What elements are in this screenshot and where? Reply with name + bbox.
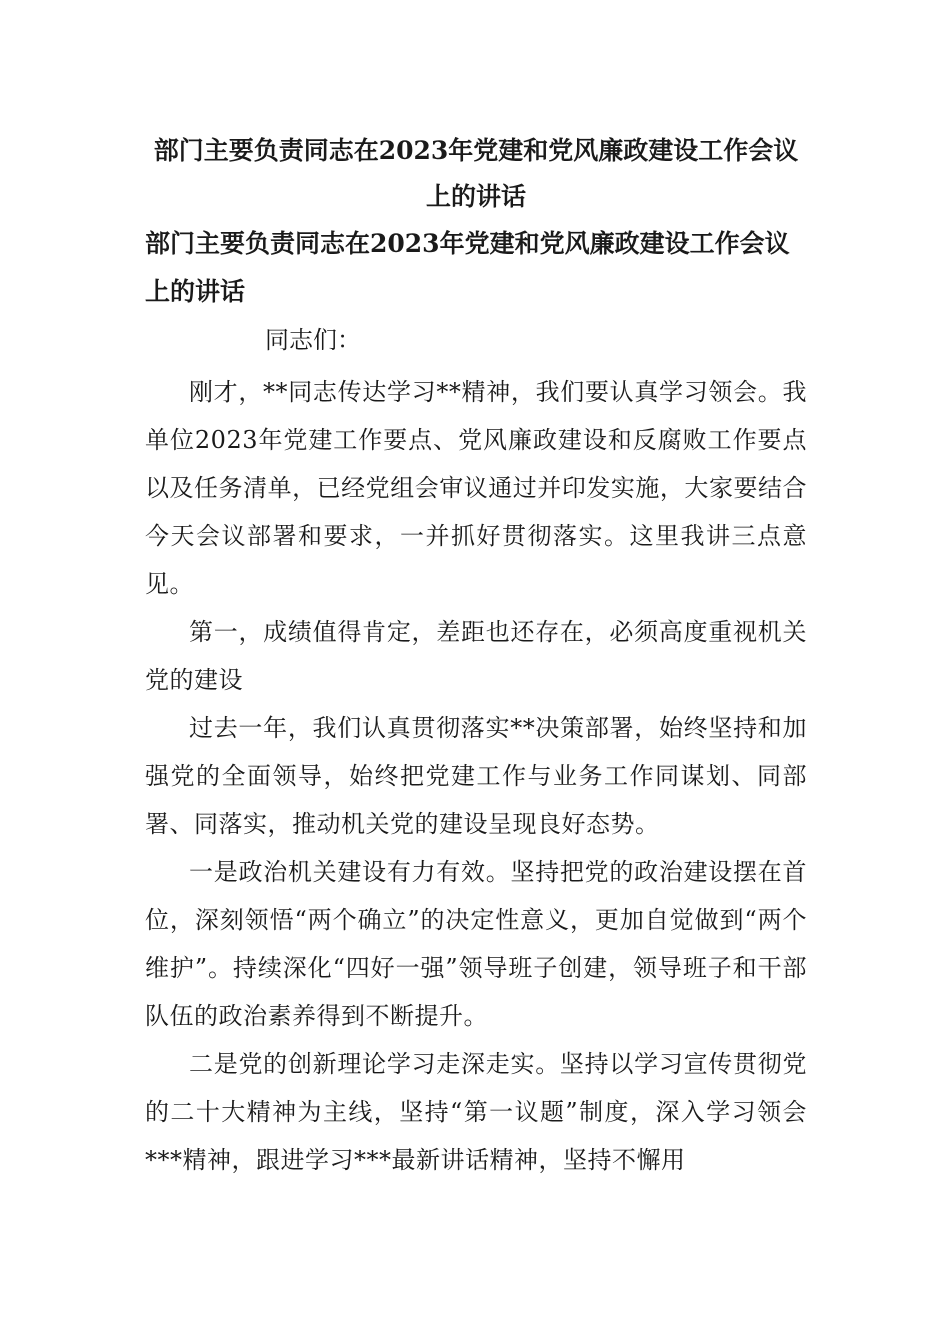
paragraph-5: 二是党的创新理论学习走深走实。坚持以学习宣传贯彻党的二十大精神为主线，坚持“第一议题”制度，深入学习领会***精神，跟进学习***最新讲话精神，坚持不懈用	[145, 1050, 807, 1174]
title-line-2: 上的讲话	[425, 182, 526, 211]
paragraph-2: 第一，成绩值得肯定，差距也还存在，必须高度重视机关党的建设	[145, 618, 807, 694]
title-line-1: 部门主要负责同志在2023年党建和党风廉政建设工作会议	[153, 136, 799, 165]
paragraph-1: 刚才，**同志传达学习**精神，我们要认真学习领会。我单位2023年党建工作要点、党风廉政建设和反腐败工作要点以及任务清单，已经党组会审议通过并印发实施，大家要结合今天会议部署和要求，一并抓好贯彻落实。这里我讲三点意见。	[145, 378, 807, 598]
paragraph-4: 一是政治机关建设有力有效。坚持把党的政治建设摆在首位，深刻领悟“两个确立”的决定性意义，更加自觉做到“两个维护”。持续深化“四好一强”领导班子创建，领导班子和干部队伍的政治素养得到不断提升。	[145, 858, 807, 1030]
heading-line-1: 部门主要负责同志在2023年党建和党风廉政建设工作会议	[145, 229, 790, 258]
document-heading	[145, 220, 807, 316]
paragraph-3: 过去一年，我们认真贯彻落实**决策部署，始终坚持和加强党的全面领导，始终把党建工作与业务工作同谋划、同部署、同落实，推动机关党的建设呈现良好态势。	[145, 714, 807, 838]
document-page	[145, 128, 807, 1184]
greeting: 同志们：	[265, 326, 361, 354]
document-title	[145, 128, 807, 220]
heading-line-2: 上的讲话	[145, 277, 246, 306]
